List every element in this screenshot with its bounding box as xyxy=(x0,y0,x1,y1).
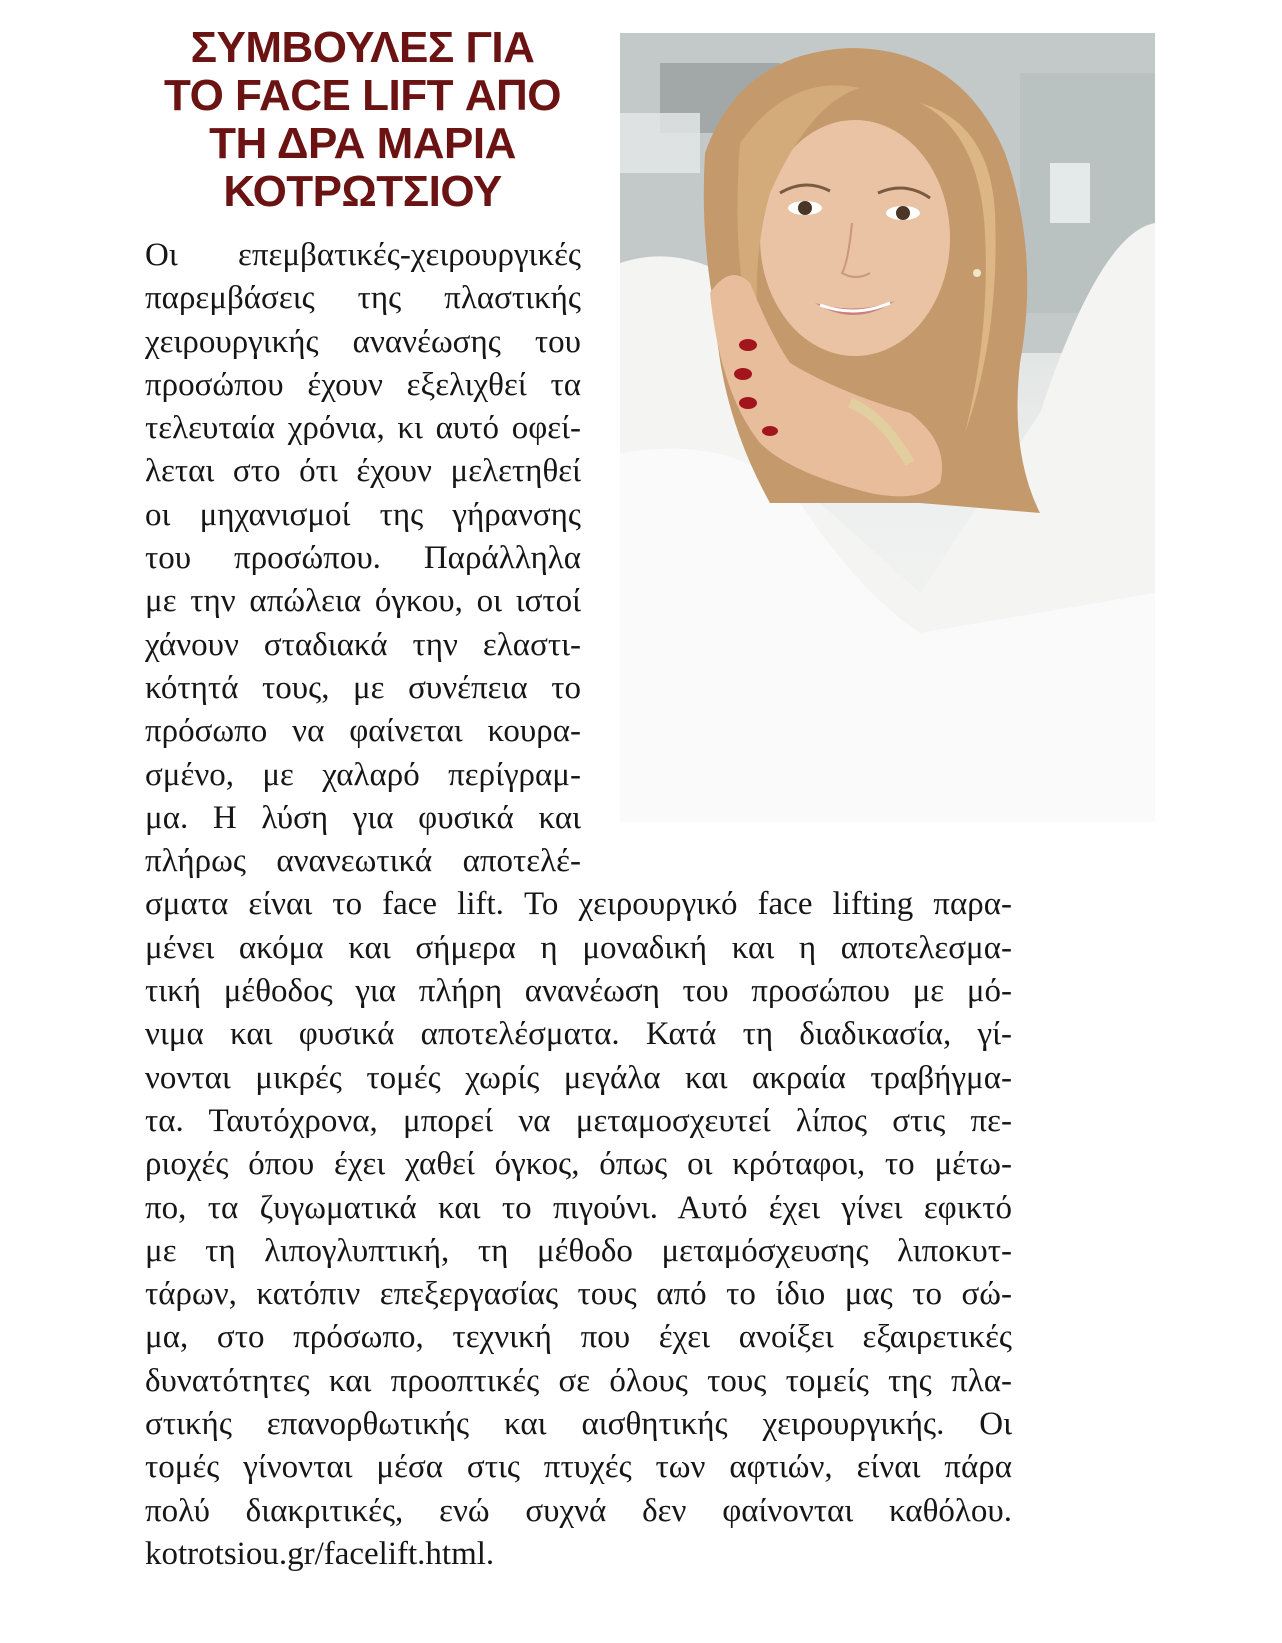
body-line: λεται στο ότι έχουν μελετηθεί xyxy=(145,453,581,490)
body-line: προσώπου έχουν εξελιχθεί τα xyxy=(145,366,581,403)
body-line: με τη λιπογλυπτική, τη μέθοδο μεταμόσχευσης λιποκυτ- xyxy=(145,1232,1012,1269)
headline-line: ΣΥΜΒΟΥΛΕΣ ΓΙΑ xyxy=(190,23,535,72)
body-line: παρεμβάσεις της πλαστικής xyxy=(145,280,581,317)
body-line: τική μέθοδος για πλήρη ανανέωση του προσώπου με μό- xyxy=(145,973,1012,1010)
body-line: τάρων, κατόπιν επεξεργασίας τους από το ίδιο μας το σώ- xyxy=(145,1276,1012,1313)
body-line: μα, στο πρόσωπο, τεχνική που έχει ανοίξει εξαιρετικές xyxy=(145,1319,1012,1356)
body-line: μένει ακόμα και σήμερα η μοναδική και η αποτελεσμα- xyxy=(145,929,1012,966)
left-iris xyxy=(798,201,812,215)
body-line: κότητά τους, με συνέπεια το xyxy=(145,669,581,706)
body-line: πρόσωπο να φαίνεται κουρα- xyxy=(145,713,581,750)
headline-line: ΤΟ FACE LIFT ΑΠΟ xyxy=(164,71,561,120)
body-line: τελευταία χρόνια, κι αυτό οφεί- xyxy=(145,410,581,447)
body-line: πλήρως ανανεωτικά αποτελέ- xyxy=(145,843,581,880)
article-body xyxy=(145,234,1012,1576)
body-line: χειρουργικής ανανέωσης του xyxy=(145,323,581,360)
photo-background-light xyxy=(1050,163,1090,223)
headline-line: ΤΗ ΔΡΑ ΜΑΡΙΑ xyxy=(209,119,516,168)
body-line: πολύ διακριτικές, ενώ συχνά δεν φαίνονται καθόλου. xyxy=(145,1492,1012,1529)
body-line: ριοχές όπου έχει χαθεί όγκος, όπως οι κρόταφοι, το μέτω- xyxy=(145,1146,1012,1183)
body-line: μα. Η λύση για φυσικά και xyxy=(145,799,581,836)
body-line: σματα είναι το face lift. Το χειρουργικό face lifting παρα- xyxy=(145,886,1012,923)
body-line: οι μηχανισμοί της γήρανσης xyxy=(145,496,581,533)
body-line: νονται μικρές τομές χωρίς μεγάλα και ακραία τραβήγμα- xyxy=(145,1059,1012,1096)
body-line: με την απώλεια όγκου, οι ιστοί xyxy=(145,583,581,620)
article-link: kotrotsiou.gr/facelift.html. xyxy=(145,1535,495,1572)
body-line: τα. Ταυτόχρονα, μπορεί να μεταμοσχευτεί λίπος στις πε- xyxy=(145,1102,1012,1139)
body-line: σμένο, με χαλαρό περίγραμ- xyxy=(145,756,581,793)
body-line: νιμα και φυσικά αποτελέσματα. Κατά τη διαδικασία, γί- xyxy=(145,1016,1012,1053)
body-line: πο, τα ζυγωματικά και το πιγούνι. Αυτό έχει γίνει εφικτό xyxy=(145,1189,1012,1226)
body-line: δυνατότητες και προοπτικές σε όλους τους τομείς της πλα- xyxy=(145,1362,1012,1399)
photo-background-window xyxy=(620,113,700,173)
headline-line: ΚΟΤΡΩΤΣΙΟΥ xyxy=(223,167,502,216)
body-line: τομές γίνονται μέσα στις πτυχές των αφτιών, είναι πάρα xyxy=(145,1449,1012,1486)
body-line: Οι επεμβατικές-χειρουργικές xyxy=(145,237,581,273)
article-headline xyxy=(140,24,585,216)
body-line: του προσώπου. Παράλληλα xyxy=(145,540,581,577)
body-line: χάνουν σταδιακά την ελαστι- xyxy=(145,626,581,663)
body-line: στικής επανορθωτικής και αισθητικής χειρουργικής. Οι xyxy=(145,1406,1012,1443)
right-iris xyxy=(896,206,910,220)
